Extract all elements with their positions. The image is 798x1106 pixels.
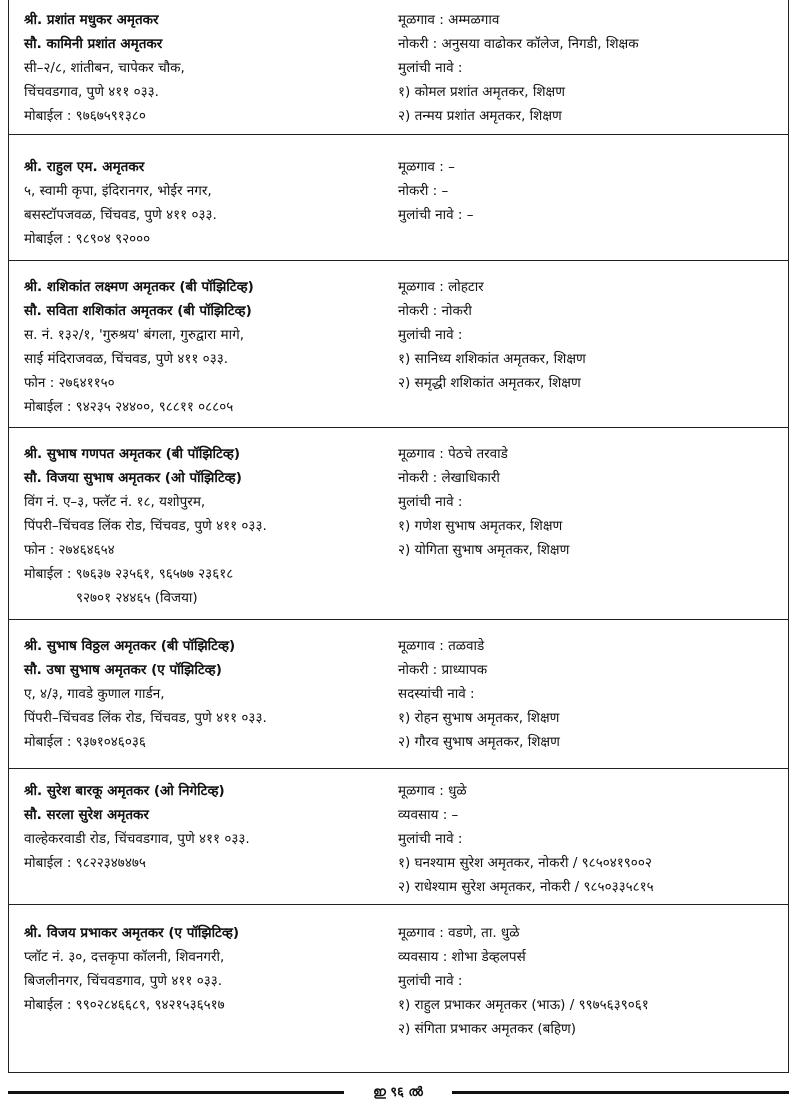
directory-entry: [9, 769, 788, 905]
directory-entry: [9, 135, 788, 261]
family-details: [398, 921, 783, 1041]
contact-line: वाल्हेकरवाडी रोड, चिंचवडगाव, पुणे ४११ ०३३.: [24, 831, 250, 847]
family-details: [398, 442, 783, 562]
family-line: सदस्यांची नावे :: [398, 686, 475, 702]
directory-entry: [9, 261, 788, 428]
contact-line: मोबाईल : ९८२२३४७४७५: [24, 855, 146, 871]
contact-line: मोबाईल : ९७६७५९१३८०: [24, 108, 146, 124]
family-line: २) राधेश्याम सुरेश अमृतकर, नोकरी / ९८५०३३५८१५: [398, 879, 654, 895]
contact-line: पिंपरी–चिंचवड लिंक रोड, चिंचवड, पुणे ४११ ०३३.: [24, 518, 267, 534]
family-line: १) राहुल प्रभाकर अमृतकर (भाऊ) / ९९७५६३९०६१: [398, 997, 649, 1013]
family-line: व्यवसाय : शोभा डेव्हलपर्स: [398, 949, 526, 965]
footer-rule-left: [8, 1091, 344, 1094]
family-line: १) रोहन सुभाष अमृतकर, शिक्षण: [398, 710, 560, 726]
directory-entry: [9, 0, 788, 135]
directory-table: [8, 0, 789, 1073]
family-line: १) गणेश सुभाष अमृतकर, शिक्षण: [398, 518, 563, 534]
family-line: १) सानिध्य शशिकांत अमृतकर, शिक्षण: [398, 351, 586, 367]
contact-line: श्री. प्रशांत मधुकर अमृतकर: [24, 12, 159, 28]
family-line: २) योगिता सुभाष अमृतकर, शिक्षण: [398, 542, 570, 558]
contact-line: श्री. राहुल एम. अमृतकर: [24, 159, 145, 175]
contact-line: सौ. उषा सुभाष अमृतकर (ए पॉझिटिव्ह): [24, 662, 222, 678]
family-line: नोकरी : नोकरी: [398, 303, 472, 319]
contact-line: सौ. कामिनी प्रशांत अमृतकर: [24, 36, 163, 52]
family-line: मुलांची नावे :: [398, 831, 463, 847]
family-line: नोकरी : अनुसया वाढोकर कॉलेज, निगडी, शिक्षक: [398, 36, 639, 52]
page-number: ഇ ९६ ൽ: [373, 1085, 423, 1100]
family-line: मूळगाव : धुळे: [398, 783, 467, 799]
family-details: [398, 8, 783, 128]
contact-line: मोबाईल : ९४२३५ २४४००, ९८८११ ०८८०५: [24, 399, 234, 415]
contact-line: प्लॉट नं. ३०, दत्तकृपा कॉलनी, शिवनगरी,: [24, 949, 225, 965]
family-line: मूळगाव : –: [398, 159, 455, 175]
family-details: [398, 155, 783, 227]
contact-details: [24, 8, 394, 128]
footer-rule-right: [452, 1091, 789, 1094]
contact-details: [24, 442, 394, 610]
contact-line: फोन : २७४६४६५४: [24, 542, 115, 558]
directory-entry: [9, 428, 788, 620]
contact-line: सी–२/८, शांतीबन, चापेकर चौक,: [24, 60, 185, 76]
family-line: मूळगाव : वडणे, ता. धुळे: [398, 925, 520, 941]
contact-line: स. नं. १३२/१, 'गुरुश्रय' बंगला, गुरुद्वारा मागे,: [24, 327, 245, 343]
family-line: २) गौरव सुभाष अमृतकर, शिक्षण: [398, 734, 560, 750]
family-line: २) तन्मय प्रशांत अमृतकर, शिक्षण: [398, 108, 562, 124]
contact-line: पिंपरी–चिंचवड लिंक रोड, चिंचवड, पुणे ४११ ०३३.: [24, 710, 267, 726]
family-line: मुलांची नावे :: [398, 60, 463, 76]
family-details: [398, 779, 783, 899]
contact-line: बिजलीनगर, चिंचवडगाव, पुणे ४११ ०३३.: [24, 973, 223, 989]
contact-line: श्री. शशिकांत लक्ष्मण अमृतकर (बी पॉझिटिव्ह): [24, 279, 254, 295]
contact-line: ९२७०१ २४४६५ (विजया): [76, 590, 198, 606]
family-line: मूळगाव : पेठचे तरवाडे: [398, 446, 508, 462]
contact-line: श्री. विजय प्रभाकर अमृतकर (ए पॉझिटिव्ह): [24, 925, 240, 941]
family-line: नोकरी : –: [398, 183, 449, 199]
contact-details: [24, 275, 394, 419]
contact-line: मोबाईल : ९८९०४ ९२०००: [24, 231, 151, 247]
family-line: मूळगाव : तळवाडे: [398, 638, 485, 654]
family-line: व्यवसाय : –: [398, 807, 459, 823]
family-details: [398, 275, 783, 395]
contact-line: सौ. सविता शशिकांत अमृतकर (बी पॉझिटिव्ह): [24, 303, 252, 319]
contact-line: ५, स्वामी कृपा, इंदिरानगर, भोईर नगर,: [24, 183, 212, 199]
family-line: मूळगाव : अम्मळगाव: [398, 12, 500, 28]
contact-line: ए, ४/३, गावडे कुणाल गार्डन,: [24, 686, 165, 702]
contact-line: सौ. विजया सुभाष अमृतकर (ओ पॉझिटिव्ह): [24, 470, 242, 486]
contact-line: सौ. सरला सुरेश अमृतकर: [24, 807, 149, 823]
contact-line: विंग नं. ए–३, फ्लॅट नं. १८, यशोपुरम,: [24, 494, 206, 510]
contact-line: मोबाईल : ९९०२८४६६८९, ९४२१५३६५१७: [24, 997, 225, 1013]
contact-line: श्री. सुभाष विठ्ठल अमृतकर (बी पॉझिटिव्ह): [24, 638, 236, 654]
family-line: मुलांची नावे :: [398, 494, 463, 510]
family-line: मूळगाव : लोहटार: [398, 279, 484, 295]
family-line: २) समृद्धी शशिकांत अमृतकर, शिक्षण: [398, 375, 581, 391]
family-line: मुलांची नावे :: [398, 973, 463, 989]
contact-line: श्री. सुभाष गणपत अमृतकर (बी पॉझिटिव्ह): [24, 446, 241, 462]
family-line: नोकरी : प्राध्यापक: [398, 662, 488, 678]
family-line: १) कोमल प्रशांत अमृतकर, शिक्षण: [398, 84, 565, 100]
contact-line: श्री. सुरेश बारकू अमृतकर (ओ निगेटिव्ह): [24, 783, 225, 799]
contact-line: मोबाईल : ९३७१०४६०३६: [24, 734, 146, 750]
contact-details: [24, 921, 394, 1017]
contact-line: फोन : २७६४११५०: [24, 375, 115, 391]
directory-entry: [9, 905, 788, 1073]
family-line: नोकरी : लेखाधिकारी: [398, 470, 500, 486]
contact-details: [24, 779, 394, 875]
contact-line: चिंचवडगाव, पुणे ४११ ०३३.: [24, 84, 159, 100]
family-line: २) संगिता प्रभाकर अमृतकर (बहिण): [398, 1021, 577, 1037]
family-line: १) घनश्याम सुरेश अमृतकर, नोकरी / ९८५०४१९००२: [398, 855, 652, 871]
family-line: मुलांची नावे :: [398, 327, 463, 343]
contact-details: [24, 634, 394, 754]
page-footer: [8, 1081, 789, 1105]
family-details: [398, 634, 783, 754]
family-line: मुलांची नावे : –: [398, 207, 474, 223]
contact-line: साई मंदिराजवळ, चिंचवड, पुणे ४११ ०३३.: [24, 351, 229, 367]
contact-line: मोबाईल : ९७६३७ २३५६१, ९६५७७ २३६१८: [24, 566, 234, 582]
contact-line: बसस्टॉपजवळ, चिंचवड, पुणे ४११ ०३३.: [24, 207, 217, 223]
contact-details: [24, 155, 394, 251]
directory-entry: [9, 620, 788, 769]
